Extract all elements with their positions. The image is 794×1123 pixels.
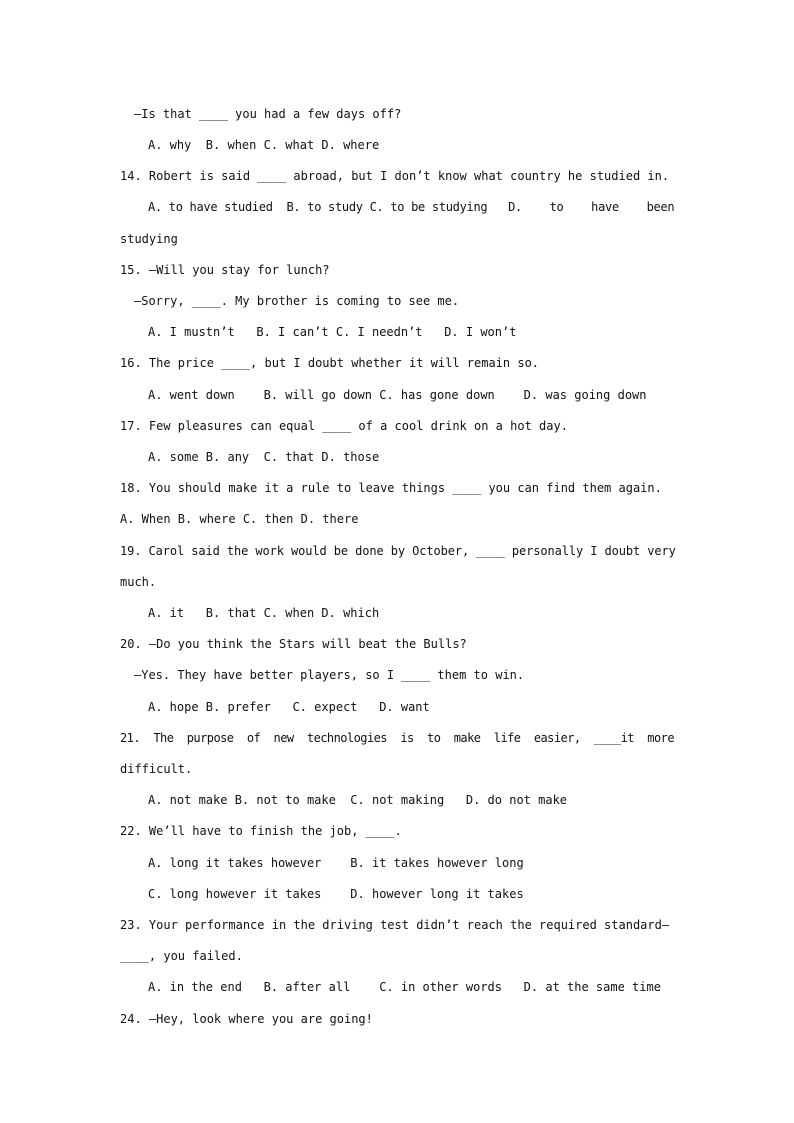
question-20-text: 20. —Do you think the Stars will beat the Bulls? (120, 637, 467, 651)
question-18-text: 18. You should make it a rule to leave things ____ you can find them again. (120, 481, 662, 495)
question-22-options-row-2: C. long however it takes D. however long it takes (148, 887, 524, 901)
question-16-options: A. went down B. will go down C. has gone down D. was going down (148, 388, 647, 402)
question-15-dialogue-line: —Sorry, ____. My brother is coming to see me. (134, 294, 460, 308)
question-17-options: A. some B. any C. that D. those (148, 450, 380, 464)
question-22-text: 22. We’ll have to finish the job, ____. (120, 824, 402, 838)
question-15-text: 15. —Will you stay for lunch? (120, 263, 330, 277)
question-20-dialogue-line: —Yes. They have better players, so I ____ them to win. (134, 668, 525, 682)
question-17-text: 17. Few pleasures can equal ____ of a cool drink on a hot day. (120, 419, 568, 433)
question-13-options: A. why B. when C. what D. where (148, 138, 380, 152)
question-21-options: A. not make B. not to make C. not making D. do not make (148, 793, 568, 807)
question-14-text: 14. Robert is said ____ abroad, but I don’t know what country he studied in. (120, 169, 670, 183)
question-21-text-continued: difficult. (120, 762, 193, 776)
question-22-options-row-1: A. long it takes however B. it takes however long (148, 856, 524, 870)
question-23-text-continued: ____, you failed. (120, 949, 243, 963)
question-19-text-continued: much. (120, 575, 157, 589)
question-16-text: 16. The price ____, but I doubt whether it will remain so. (120, 356, 540, 370)
question-19-text: 19. Carol said the work would be done by October, ____ personally I doubt very (120, 544, 676, 558)
question-15-options: A. I mustn’t B. I can’t C. I needn’t D. I won’t (148, 325, 517, 339)
question-19-options: A. it B. that C. when D. which (148, 606, 380, 620)
question-14-options-continued: studying (120, 232, 178, 246)
question-13-dialogue-line: —Is that ____ you had a few days off? (134, 107, 402, 121)
question-23-options: A. in the end B. after all C. in other words D. at the same time (148, 980, 661, 994)
question-23-text: 23. Your performance in the driving test didn’t reach the required standard— (120, 918, 670, 932)
question-14-options: A. to have studied B. to study C. to be studying D. to have been (148, 200, 675, 214)
question-21-text: 21. The purpose of new technologies is to make life easier, ____it more (120, 731, 674, 745)
question-18-options: A. When B. where C. then D. there (120, 512, 359, 526)
question-20-options: A. hope B. prefer C. expect D. want (148, 700, 430, 714)
question-24-text: 24. —Hey, look where you are going! (120, 1012, 373, 1026)
